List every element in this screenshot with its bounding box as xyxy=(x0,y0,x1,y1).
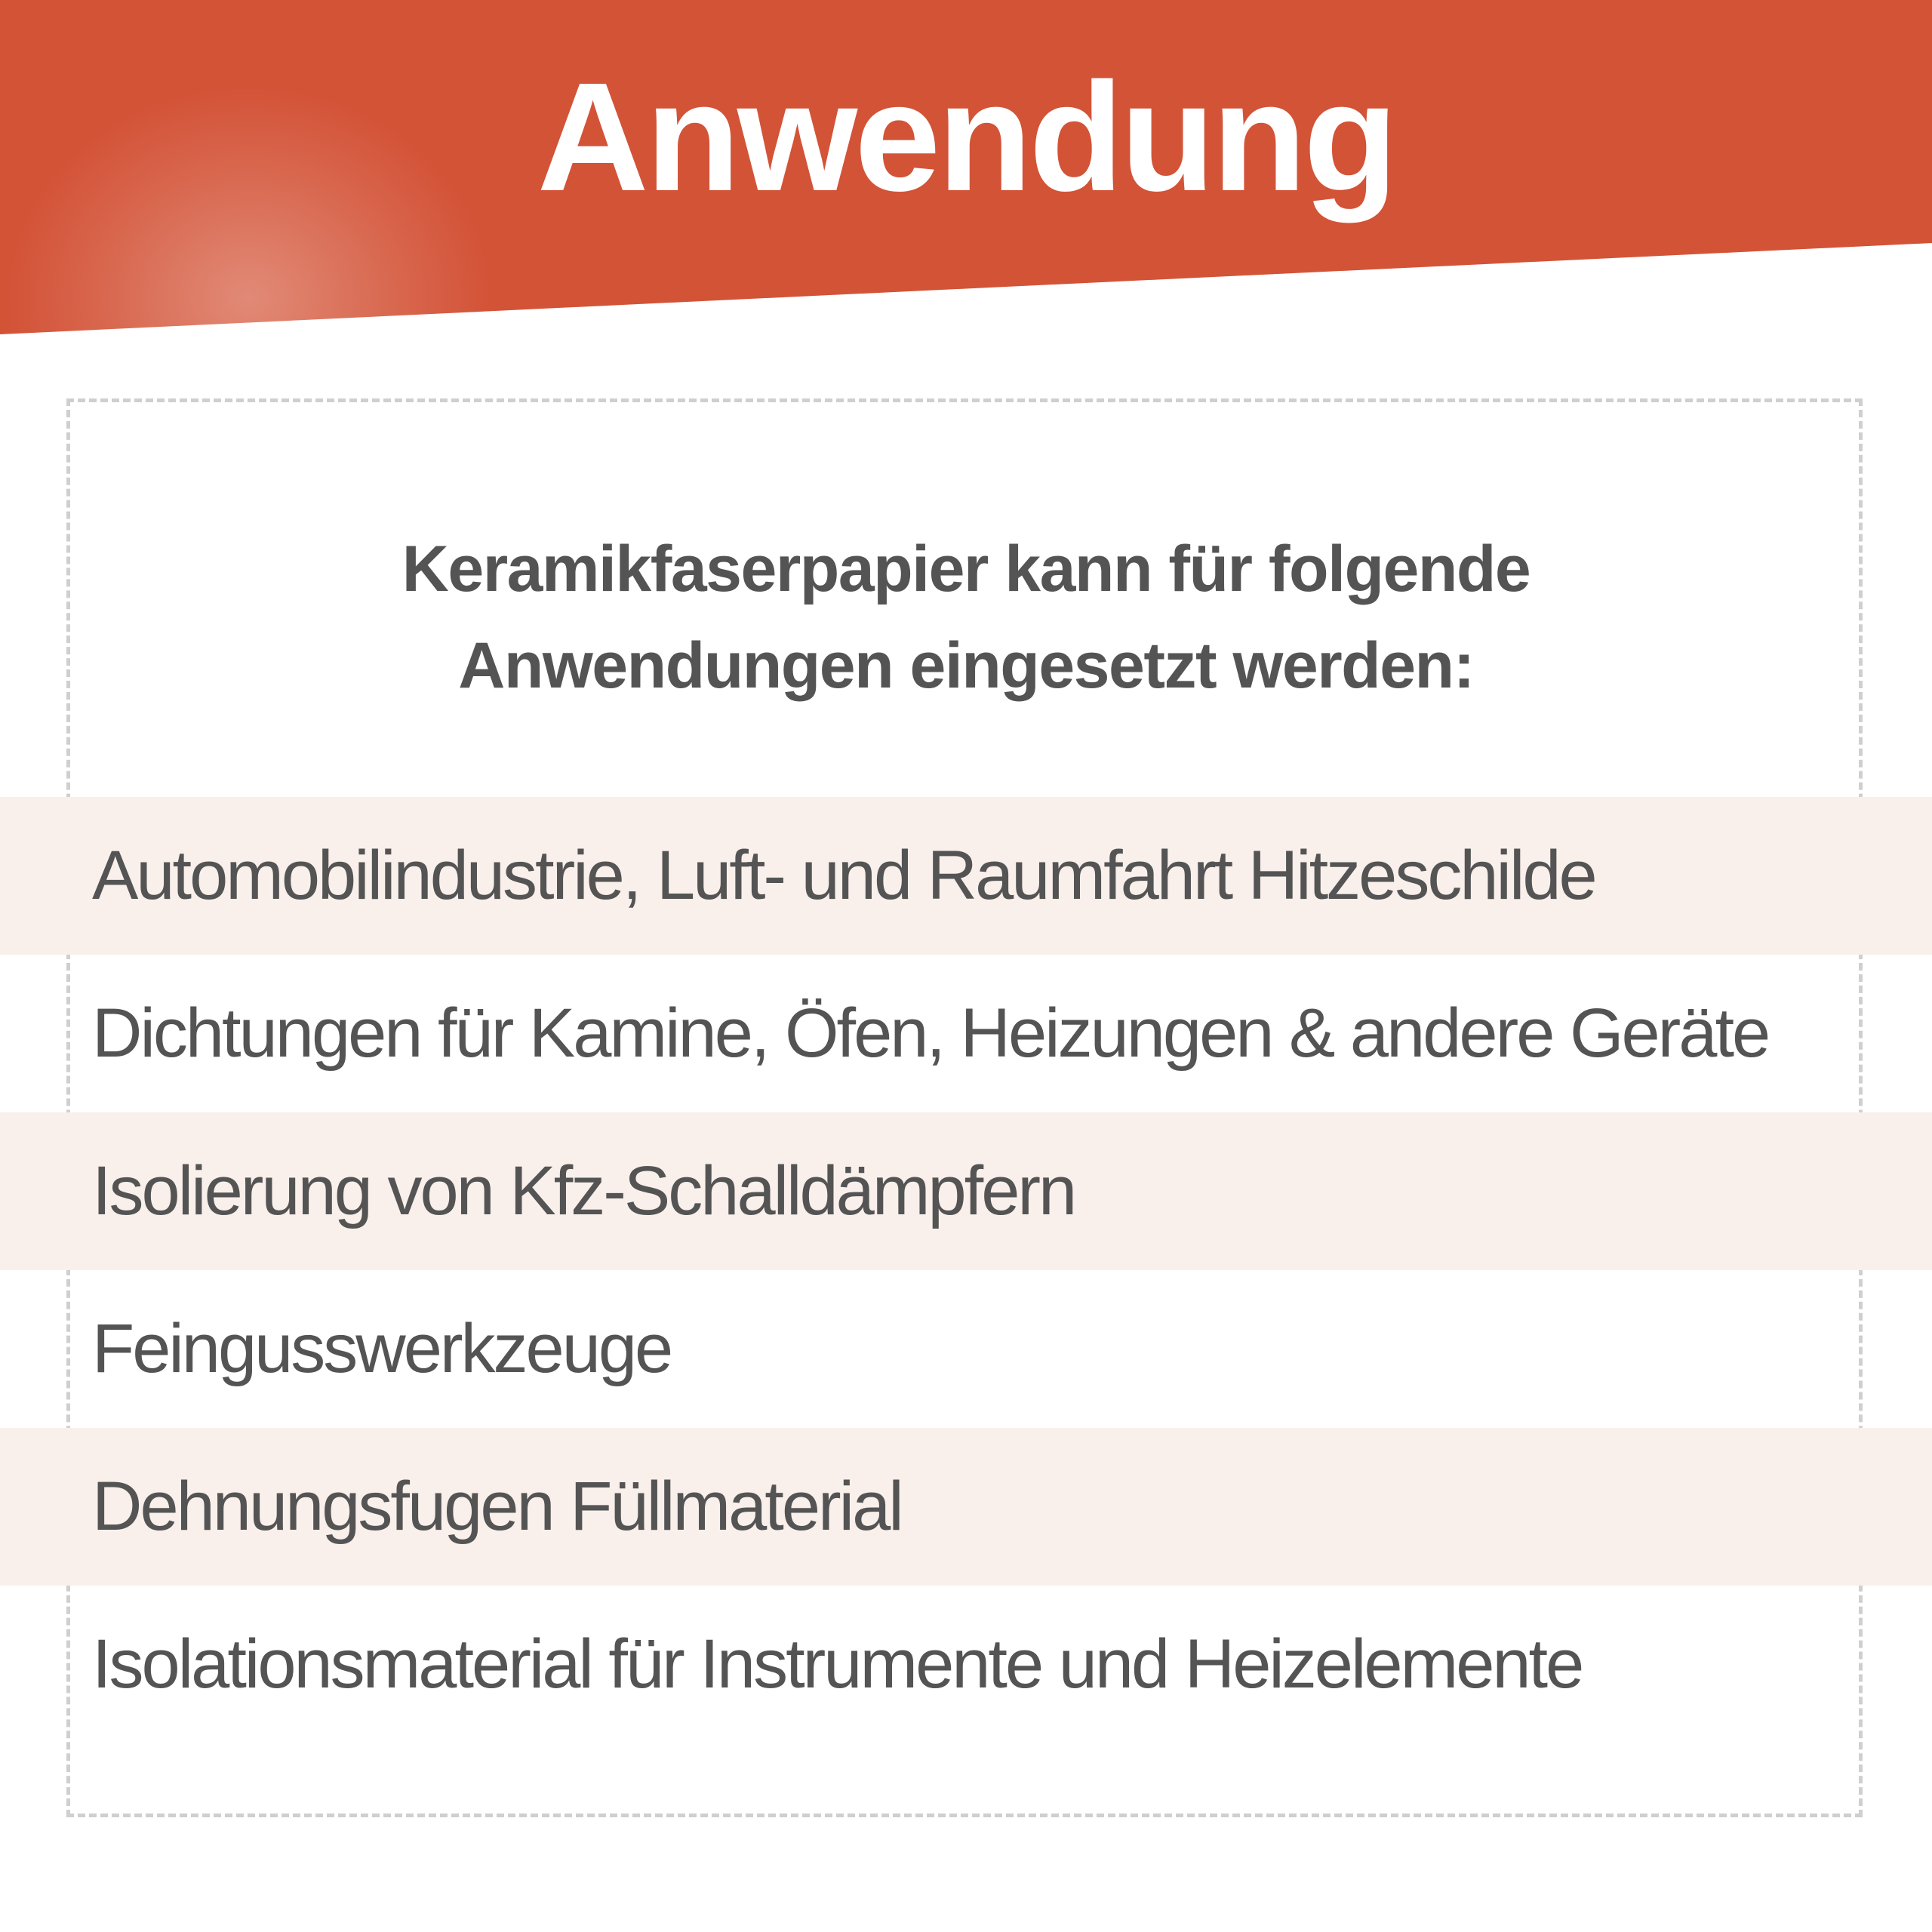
list-item: Isolationsmaterial für Instrumente und Heizelemente xyxy=(92,1626,1583,1703)
list-item: Dichtungen für Kamine, Öfen, Heizungen & andere Geräte xyxy=(92,995,1769,1072)
list-item: Automobilindustrie, Luft- und Raumfahrt Hitzeschilde xyxy=(0,797,1932,955)
list-item: Feingusswerkzeuge xyxy=(92,1310,672,1387)
intro-heading xyxy=(0,521,1932,714)
intro-line-1: Keramikfaserpapier kann für folgende xyxy=(401,533,1531,605)
applications-list xyxy=(0,797,1932,1743)
intro-line-2: Anwendungen eingesetzt werden: xyxy=(458,629,1474,702)
list-item: Dehnungsfugen Füllmaterial xyxy=(0,1428,1932,1586)
page-title: Anwendung xyxy=(537,51,1395,223)
list-item: Isolierung von Kfz-Schalldämpfern xyxy=(0,1112,1932,1270)
header-banner xyxy=(0,0,1932,336)
